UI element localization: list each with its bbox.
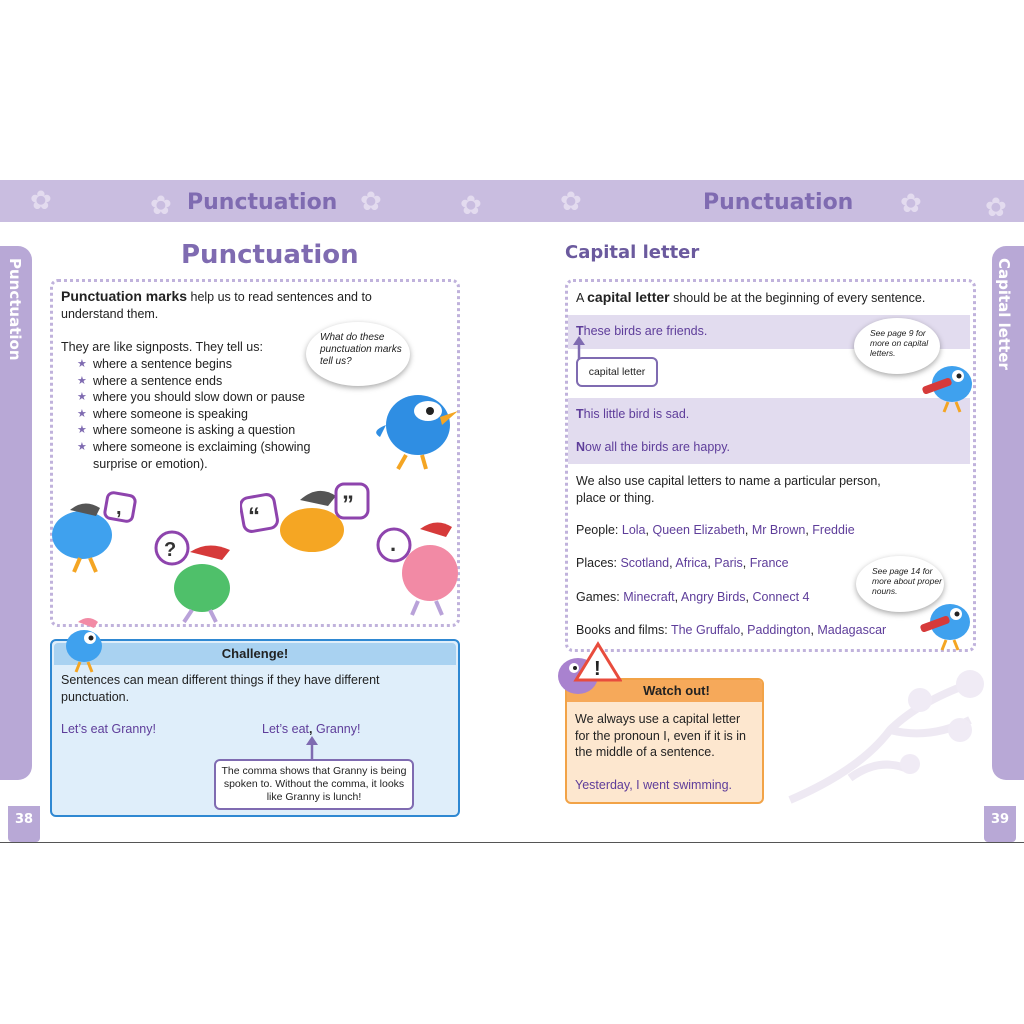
list-item: ★ where someone is asking a question xyxy=(77,423,296,438)
list-item: ★ where you should slow down or pause xyxy=(77,390,305,405)
leaf-icon: ✿ xyxy=(560,186,582,216)
example-sentence-1: These birds are friends. xyxy=(576,324,708,338)
star-icon: ★ xyxy=(77,407,87,420)
list-item: ★ where someone is exclaiming (showing surprise or emotion). xyxy=(77,439,311,471)
orange-bird-quotes-illustration xyxy=(240,480,370,570)
pink-bird-full-stop-illustration xyxy=(372,515,462,620)
example-sentence-2: This little bird is sad. xyxy=(576,407,690,421)
watch-out-heading: Watch out! xyxy=(567,680,762,702)
close-quote-sign-text: ” xyxy=(342,491,354,518)
capital-first-letter: T xyxy=(576,407,584,421)
page-title: Punctuation xyxy=(181,240,359,270)
leaf-icon: ✿ xyxy=(460,190,482,220)
page-bottom-rule xyxy=(0,842,1024,843)
intro-text: help us to read sentences and to understand them. xyxy=(61,290,372,321)
list-item: ★ where a sentence ends xyxy=(77,373,223,388)
names-intro: We also use capital letters to name a particular person, place or thing. xyxy=(576,474,881,505)
green-bird-question-illustration xyxy=(150,530,245,625)
section-title: Capital letter xyxy=(565,242,700,263)
list-item: ★ where a sentence begins xyxy=(77,357,232,371)
challenge-example-1: Let’s eat Granny! xyxy=(61,722,156,736)
page-number-left: 38 xyxy=(8,806,40,842)
leaf-icon: ✿ xyxy=(900,188,922,218)
comma-note-callout: The comma shows that Granny is being spoken to. Without the comma, it looks like Granny is lunch! xyxy=(214,759,414,810)
bird-with-pencil-icon xyxy=(922,356,978,414)
leaf-icon: ✿ xyxy=(360,186,382,216)
capital-first-letter: T xyxy=(576,324,584,338)
games-row: Games: Minecraft, Angry Birds, Connect 4 xyxy=(576,590,810,604)
side-tab-left-label: Punctuation xyxy=(6,258,24,361)
see-page-14-bubble: See page 14 for more about proper nouns. xyxy=(856,556,944,612)
highlighted-comma: , xyxy=(309,722,313,736)
leaf-icon: ✿ xyxy=(30,185,52,215)
watch-out-example: Yesterday, I went swimming. xyxy=(575,778,733,792)
star-icon: ★ xyxy=(77,358,87,370)
challenge-example-2: Let’s eat, Granny! xyxy=(262,722,361,736)
side-tab-right-label: Capital letter xyxy=(995,258,1013,370)
blue-bird-illustration xyxy=(370,375,470,475)
blue-bird-comma-illustration xyxy=(40,490,140,575)
thought-bubble: What do these punctuation marks tell us? xyxy=(306,322,410,386)
term-capital-letter: capital letter xyxy=(587,289,670,305)
capital-letter-label: capital letter xyxy=(576,357,658,387)
bird-mascot-icon xyxy=(58,612,112,674)
warning-bird-icon xyxy=(552,640,622,700)
signposts-lead: They are like signposts. They tell us: xyxy=(61,340,263,354)
full-stop-sign-text: . xyxy=(390,531,397,556)
arrow-up-icon xyxy=(305,736,319,760)
capital-first-letter: N xyxy=(576,440,586,454)
page-number-right: 39 xyxy=(984,806,1016,842)
leaf-icon: ✿ xyxy=(150,190,172,220)
star-icon: ★ xyxy=(77,391,87,404)
star-icon: ★ xyxy=(77,424,87,437)
header-title-left: Punctuation xyxy=(187,190,338,215)
comma-sign-text: , xyxy=(116,497,122,519)
books-films-row: Books and films: The Gruffalo, Paddington, Madagascar xyxy=(576,623,887,637)
see-page-9-bubble: See page 9 for more on capital letters. xyxy=(854,318,940,374)
tree-silhouette-decoration xyxy=(770,660,990,810)
challenge-text: Sentences can mean different things if they have different punctuation. xyxy=(61,673,380,704)
star-icon: ★ xyxy=(77,374,87,387)
capital-intro: A capital letter should be at the beginning of every sentence. xyxy=(576,289,926,305)
challenge-heading: Challenge! xyxy=(54,643,456,665)
example-sentence-3: Now all the birds are happy. xyxy=(576,440,731,454)
question-sign-text: ? xyxy=(164,539,177,561)
watch-out-text: We always use a capital letter for the pronoun I, even if it is in the middle of a sentence. xyxy=(575,712,746,759)
bird-with-pencil-icon xyxy=(920,594,976,652)
star-icon: ★ xyxy=(77,440,87,453)
svg-text:!: ! xyxy=(594,658,601,680)
open-quote-sign-text: “ xyxy=(248,503,260,530)
list-item: ★ where someone is speaking xyxy=(77,406,248,421)
header-title-right: Punctuation xyxy=(703,190,854,215)
intro-paragraph xyxy=(61,288,401,322)
leaf-icon: ✿ xyxy=(985,192,1007,222)
places-row: Places: Scotland, Africa, Paris, France xyxy=(576,556,789,570)
signposts-list xyxy=(61,356,331,472)
people-row: People: Lola, Queen Elizabeth, Mr Brown, Freddie xyxy=(576,523,855,537)
term-punctuation-marks: Punctuation marks xyxy=(61,288,188,304)
